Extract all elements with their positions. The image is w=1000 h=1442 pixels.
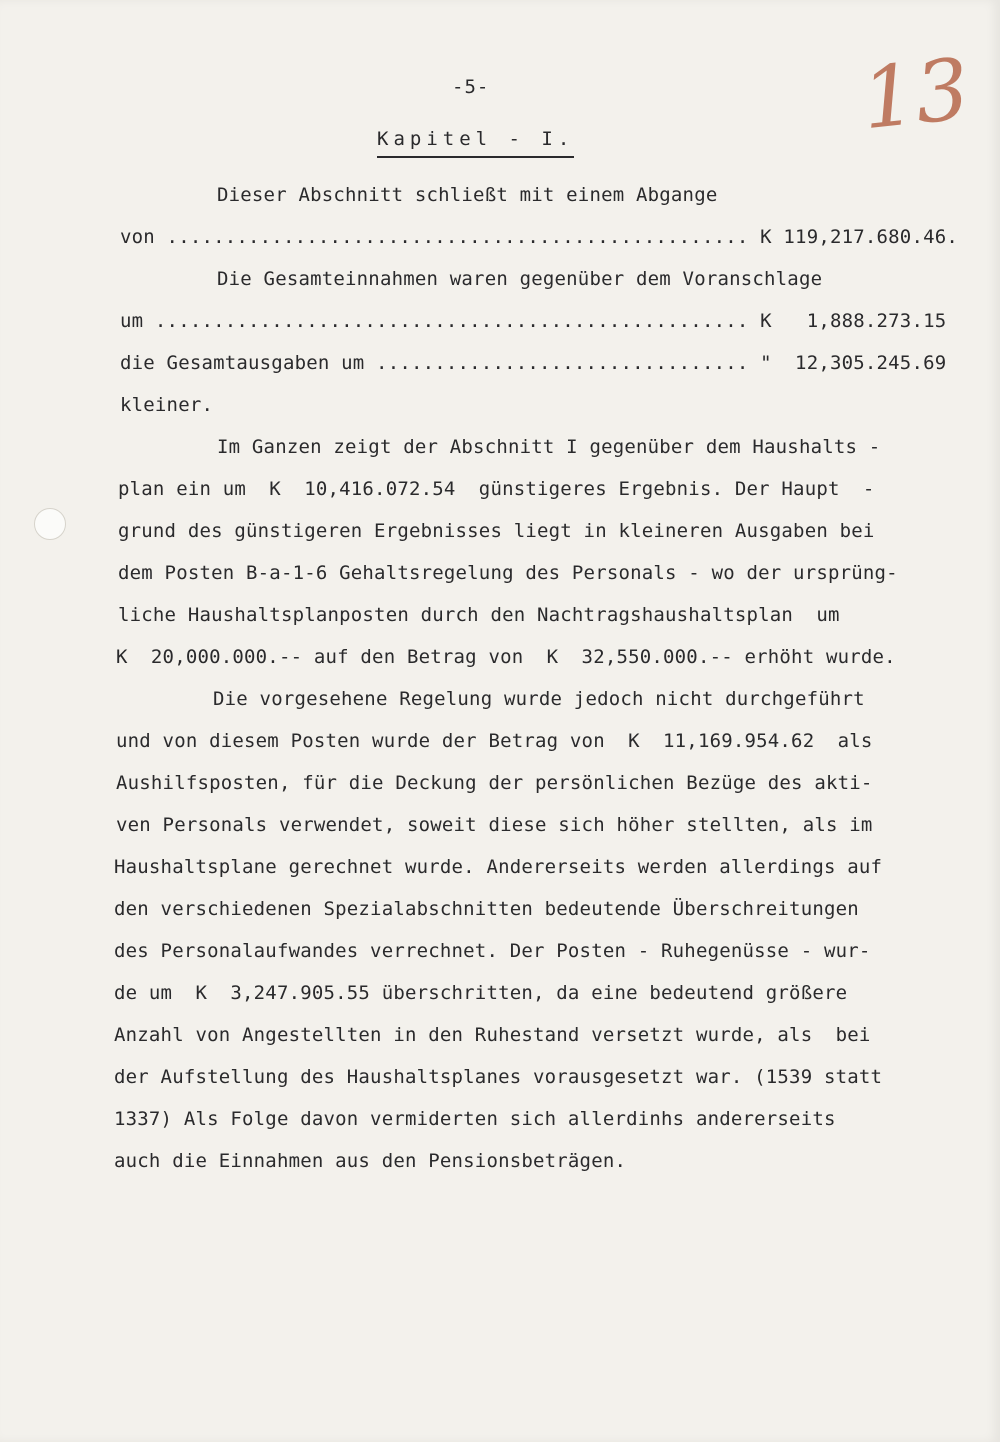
text-line: grund des günstigeren Ergebnisses liegt in kleineren Ausgaben bei: [118, 520, 875, 542]
text-line: die Gesamtausgaben um ................................ " 12,305.245.69: [120, 352, 947, 374]
text-line: de um K 3,247.905.55 überschritten, da eine bedeutend größere: [114, 982, 848, 1004]
text-line: plan ein um K 10,416.072.54 günstigeres Ergebnis. Der Haupt -: [118, 478, 875, 500]
text-line: Die Gesamteinnahmen waren gegenüber dem Voranschlage: [217, 268, 823, 290]
handwritten-folio-number: 13: [857, 39, 974, 149]
text-line: Dieser Abschnitt schließt mit einem Abgange: [217, 184, 718, 206]
text-line: K 20,000.000.-- auf den Betrag von K 32,550.000.-- erhöht wurde.: [116, 646, 896, 668]
text-line: Im Ganzen zeigt der Abschnitt I gegenüber dem Haushalts -: [217, 436, 881, 458]
text-line: kleiner.: [120, 394, 214, 416]
text-line: Aushilfsposten, für die Deckung der persönlichen Bezüge des akti-: [116, 772, 873, 794]
punch-hole: [34, 508, 66, 540]
text-line: um ................................................... K 1,888.273.15: [120, 310, 947, 332]
text-line: 1337) Als Folge davon vermiderten sich allerdinhs andererseits: [114, 1108, 836, 1130]
text-line: den verschiedenen Spezialabschnitten bedeutende Überschreitungen: [114, 898, 859, 920]
text-line: ven Personals verwendet, soweit diese sich höher stellten, als im: [116, 814, 873, 836]
text-line: Die vorgesehene Regelung wurde jedoch nicht durchgeführt: [213, 688, 865, 710]
text-line: auch die Einnahmen aus den Pensionsbeträgen.: [114, 1150, 627, 1172]
text-line: Haushaltsplane gerechnet wurde. Andererseits werden allerdings auf: [114, 856, 883, 878]
text-line: der Aufstellung des Haushaltsplanes vorausgesetzt war. (1539 statt: [114, 1066, 883, 1088]
chapter-title: Kapitel - I.: [377, 128, 574, 158]
text-line: dem Posten B-a-1-6 Gehaltsregelung des Personals - wo der ursprüng-: [118, 562, 898, 584]
text-line: liche Haushaltsplanposten durch den Nachtragshaushaltsplan um: [118, 604, 840, 626]
text-line: des Personalaufwandes verrechnet. Der Posten - Ruhegenüsse - wur-: [114, 940, 871, 962]
text-line: und von diesem Posten wurde der Betrag von K 11,169.954.62 als: [116, 730, 873, 752]
page-number: -5-: [452, 76, 490, 98]
text-line: von .................................................. K 119,217.680.46.: [120, 226, 959, 248]
text-line: Anzahl von Angestellten in den Ruhestand versetzt wurde, als bei: [114, 1024, 871, 1046]
